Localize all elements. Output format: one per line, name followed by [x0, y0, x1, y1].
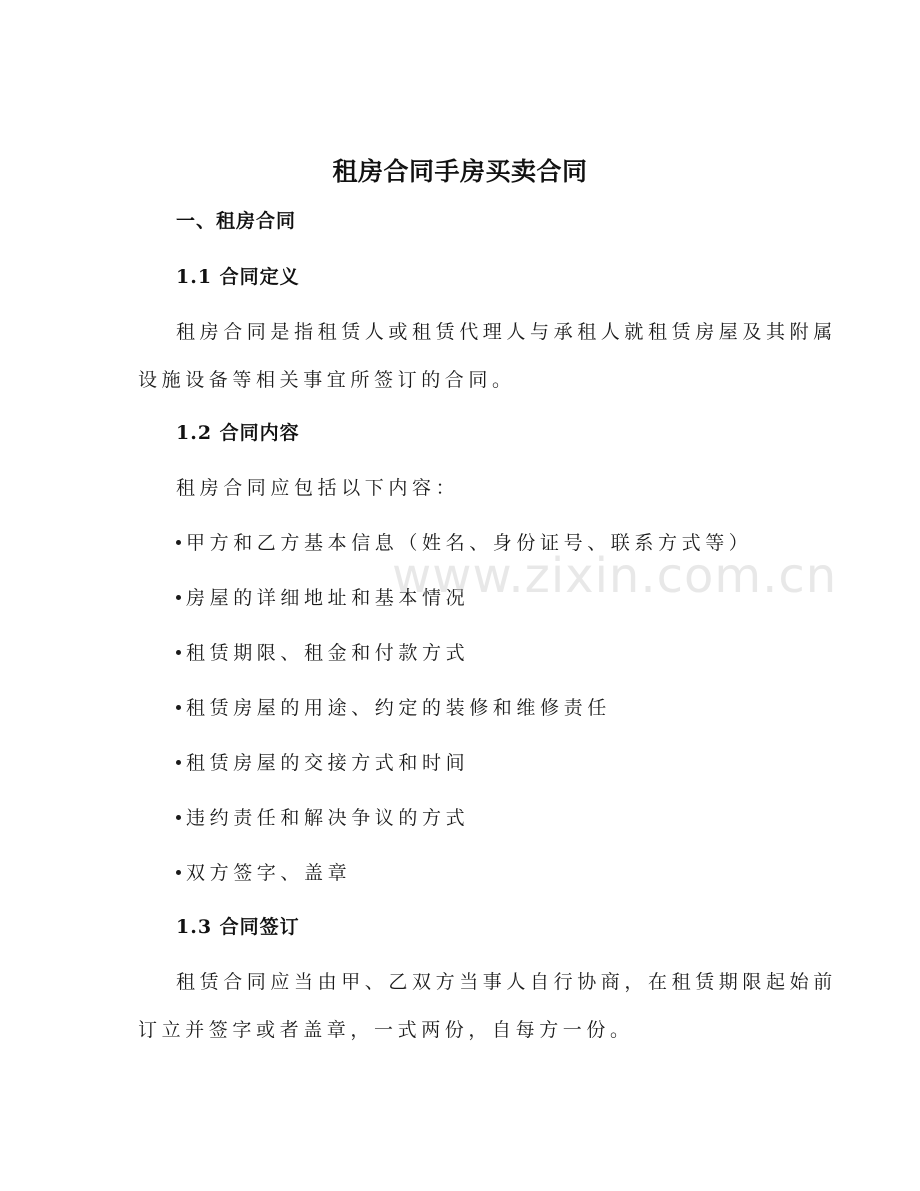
list-item-text: 租赁期限、租金和付款方式 — [186, 642, 470, 664]
bullet-icon — [176, 760, 181, 765]
list-item — [176, 858, 351, 885]
list-item — [176, 693, 611, 720]
subheading-contract-definition: 1.1 合同定义 — [176, 266, 300, 288]
list-item-text: 房屋的详细地址和基本情况 — [186, 587, 470, 609]
list-item — [176, 748, 469, 775]
list-item-text: 双方签字、盖章 — [186, 862, 352, 884]
bullet-icon — [176, 595, 181, 600]
bullet-icon — [176, 540, 181, 545]
list-item-text: 租赁房屋的用途、约定的装修和维修责任 — [186, 697, 611, 719]
section-heading-rental-contract: 一、租房合同 — [176, 210, 297, 232]
list-item — [176, 638, 469, 665]
list-item-text: 违约责任和解决争议的方式 — [186, 807, 470, 829]
signing-paragraph-line-2: 订立并签字或者盖章，一式两份，自每方一份。 — [138, 1019, 634, 1041]
bullet-icon — [176, 815, 181, 820]
bullet-icon — [176, 705, 181, 710]
list-item-text: 租赁房屋的交接方式和时间 — [186, 752, 470, 774]
definition-paragraph-line-2: 设施设备等相关事宜所签订的合同。 — [138, 369, 516, 391]
signing-paragraph-line-1: 租赁合同应当由甲、乙双方当事人自行协商，在租赁期限起始前 — [176, 971, 837, 993]
list-item — [176, 583, 469, 610]
document-title: 租房合同手房买卖合同 — [332, 157, 588, 186]
content-intro: 租房合同应包括以下内容： — [176, 477, 460, 499]
list-item — [176, 528, 752, 555]
subheading-contract-signing: 1.3 合同签订 — [176, 916, 300, 938]
bullet-icon — [176, 650, 181, 655]
list-item — [176, 803, 469, 830]
watermark: www.zixin.com.cn — [392, 548, 838, 604]
list-item-text: 甲方和乙方基本信息（姓名、身份证号、联系方式等） — [186, 532, 753, 554]
bullet-icon — [176, 870, 181, 875]
definition-paragraph-line-1: 租房合同是指租赁人或租赁代理人与承租人就租赁房屋及其附属 — [176, 321, 837, 343]
subheading-contract-content: 1.2 合同内容 — [176, 422, 300, 444]
